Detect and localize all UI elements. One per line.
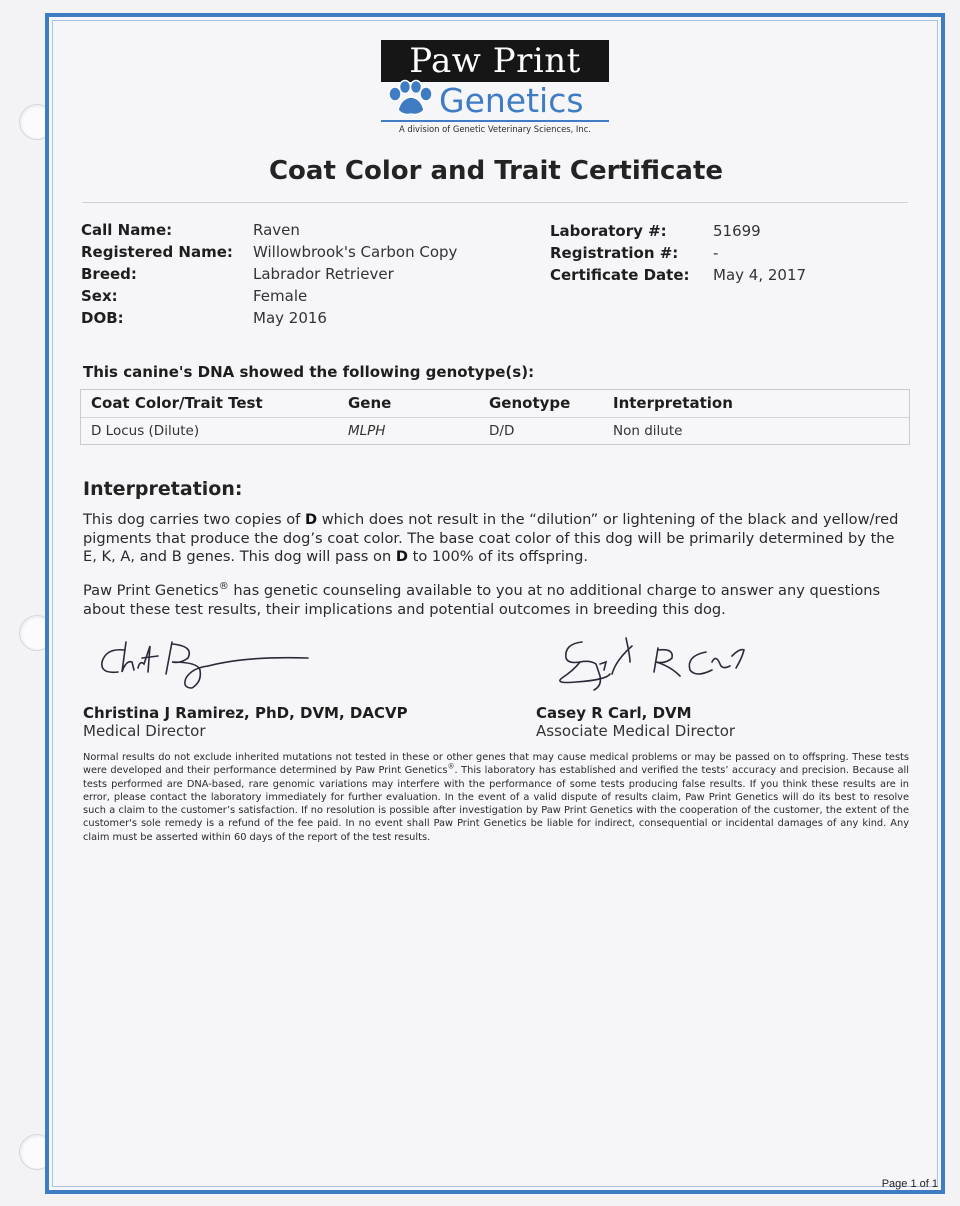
title-divider	[82, 202, 908, 203]
registration-number-label: Registration #:	[550, 244, 679, 262]
table-cell-interpretation: Non dilute	[613, 423, 683, 439]
signatory-1-role: Medical Director	[83, 722, 206, 740]
column-header-genotype: Genotype	[489, 394, 571, 412]
column-header-test: Coat Color/Trait Test	[91, 394, 263, 412]
table-cell-gene: MLPH	[348, 423, 386, 439]
call-name-label: Call Name:	[81, 221, 173, 239]
page-title: Coat Color and Trait Certificate	[268, 156, 724, 186]
signatory-1-name: Christina J Ramirez, PhD, DVM, DACVP	[83, 704, 408, 722]
disclaimer-text: . This laboratory has established and verified the tests’ accuracy and precision. Because all tests performed are DNA-based, rare genomic variations may interfere with the performance of some tests producing false results. If you think these results are in error, please contact the laboratory immediately for further evaluation. In the event of a valid dispute of results claim, Paw Print Genetics will do its best to resolve such a claim to the customer’s satisfaction. If no resolution is possible after investigation by Paw Print Genetics with the cooperation of the customer, the extent of the customer's sole remedy is a refund of the fee paid. In no event shall Paw Print Genetics be liable for indirect, consequential or incidental damages of any kind. Any claim must be asserted within 60 days of the report of the test results.	[83, 765, 910, 843]
certificate-date-label: Certificate Date:	[550, 266, 690, 284]
table-header-row	[81, 390, 909, 418]
column-header-interpretation: Interpretation	[613, 394, 733, 412]
allele-d: D	[304, 511, 318, 528]
laboratory-number-label: Laboratory #:	[550, 222, 667, 240]
interpretation-heading: Interpretation:	[83, 478, 243, 500]
counseling-text: has genetic counseling available to you at no additional charge to answer any questions about these test results, their implications and potential outcomes in breeding this dog.	[83, 582, 881, 618]
interpretation-paragraph	[83, 511, 911, 567]
table-cell-genotype: D/D	[489, 423, 515, 439]
signatory-2-role: Associate Medical Director	[536, 722, 736, 740]
genotype-table	[80, 389, 910, 445]
registered-name-value: Willowbrook's Carbon Copy	[253, 243, 458, 261]
table-cell-test: D Locus (Dilute)	[91, 423, 200, 439]
registered-mark: ®	[218, 581, 229, 593]
paw-icon	[383, 78, 439, 118]
breed-value: Labrador Retriever	[253, 265, 394, 283]
signatory-2-name: Casey R Carl, DVM	[536, 704, 692, 722]
counseling-text: Paw Print Genetics	[83, 582, 219, 599]
genotype-heading: This canine's DNA showed the following genotype(s):	[83, 363, 535, 381]
dob-label: DOB:	[81, 309, 124, 327]
column-header-gene: Gene	[348, 394, 392, 412]
registered-mark: ®	[447, 763, 455, 772]
counseling-paragraph	[83, 582, 911, 619]
interpretation-text: to 100% of its offspring.	[408, 548, 589, 565]
registered-name-label: Registered Name:	[81, 243, 233, 261]
dob-value: May 2016	[253, 309, 327, 327]
sex-value: Female	[253, 287, 308, 305]
signature-carl	[546, 634, 756, 694]
logo-wordmark-bottom: Genetics	[439, 81, 584, 120]
logo-rule	[381, 120, 609, 122]
allele-d: D	[395, 548, 408, 565]
signature-ramirez	[96, 638, 316, 694]
paw-print-genetics-logo	[379, 40, 611, 140]
call-name-value: Raven	[253, 221, 300, 239]
logo-tagline: A division of Genetic Veterinary Sciences, Inc.	[399, 124, 591, 134]
sex-label: Sex:	[81, 287, 118, 305]
registration-number-value: -	[713, 244, 719, 262]
interpretation-text: which does not result in the “dilution” or lightening of the black and yellow/red pigments that produce the dog’s coat color. The base coat color of this dog will be primarily determined by the E, K, A, and B genes. This dog will pass on	[83, 511, 899, 565]
laboratory-number-value: 51699	[713, 222, 761, 240]
legal-disclaimer	[83, 751, 909, 844]
disclaimer-text: Normal results do not exclude inherited mutations not tested in these or other genes that may cause medical problems or may be passed on to offspring. These tests were developed and their performance determined by Paw Print Genetics	[83, 752, 909, 777]
logo-wordmark-top: Paw Print	[381, 40, 609, 82]
certificate-date-value: May 4, 2017	[713, 266, 807, 284]
breed-label: Breed:	[81, 265, 137, 283]
page-number: Page 1 of 1	[881, 1178, 938, 1190]
interpretation-text: This dog carries two copies of	[83, 511, 305, 528]
